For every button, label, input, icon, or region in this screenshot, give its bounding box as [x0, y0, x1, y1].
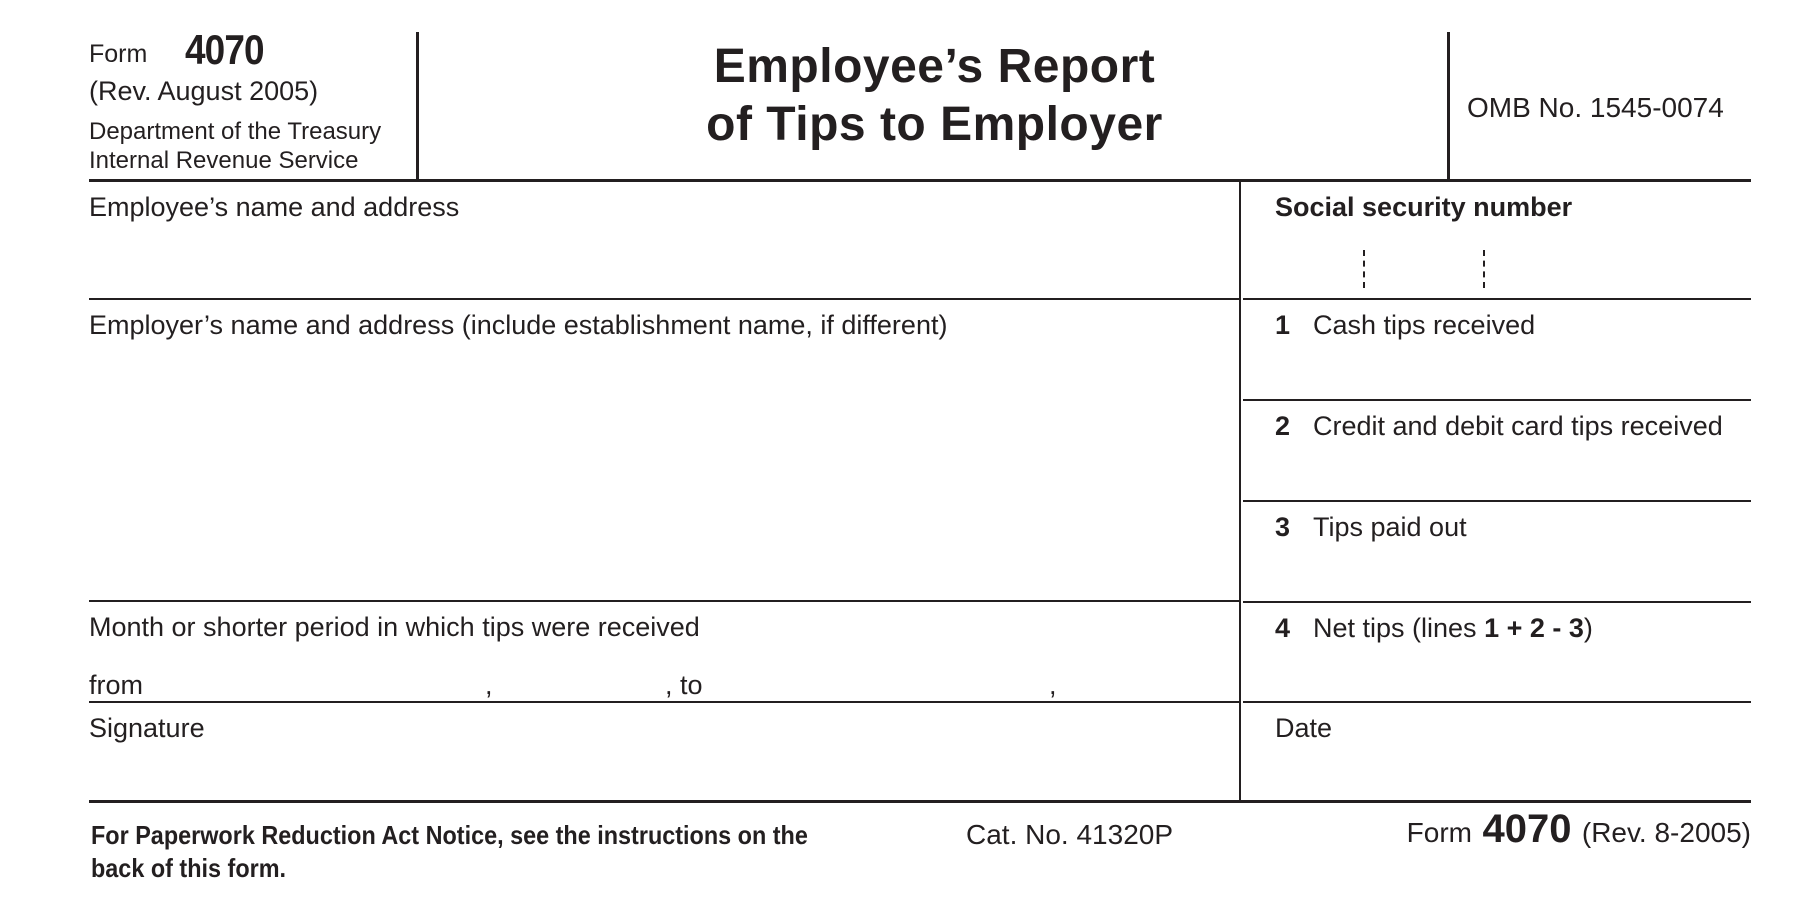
employee-name-address-label: Employee’s name and address: [89, 192, 460, 222]
ssn-label: Social security number: [1275, 192, 1573, 222]
tip-period-row: [89, 670, 1241, 704]
form-number: 4070: [185, 26, 264, 73]
ssn-separator-1: [1363, 250, 1365, 288]
ssn-separator-2: [1483, 250, 1485, 288]
right-column: [1243, 182, 1751, 800]
employer-name-address-field[interactable]: [89, 300, 1239, 602]
line1-text: Cash tips received: [1313, 310, 1536, 340]
paperwork-notice: For Paperwork Reduction Act Notice, see the instructions on the back of this form.: [91, 820, 808, 883]
line4-number: 4: [1275, 613, 1291, 643]
form-header: [89, 26, 1751, 182]
line1-number: 1: [1275, 310, 1291, 340]
form-title-line1: Employee’s Report: [713, 40, 1156, 93]
line1-cash-tips-field[interactable]: [1243, 300, 1751, 401]
left-column: [89, 182, 1241, 800]
form-title-box: [422, 32, 1450, 182]
line3-tips-paid-out-field[interactable]: [1243, 502, 1751, 603]
tip-period-label: Month or shorter period in which tips were received: [89, 612, 700, 642]
period-comma-1: ,: [485, 670, 493, 700]
period-from-label: from: [89, 670, 143, 700]
footer-form-revision: (Rev. 8-2005): [1581, 817, 1751, 848]
footer-form-id: [1407, 807, 1751, 852]
footer-form-word: Form: [1406, 817, 1472, 848]
tip-period-field[interactable]: [89, 602, 1239, 703]
period-to-label: , to: [665, 670, 703, 700]
footer-form-number: 4070: [1482, 807, 1572, 851]
line1-label: [1275, 310, 1535, 341]
line2-number: 2: [1275, 411, 1291, 441]
form-body: [89, 182, 1751, 800]
form-footer: [89, 800, 1751, 900]
agency-name: Internal Revenue Service: [89, 147, 359, 174]
line4-text-bold: 1 + 2 - 3: [1484, 613, 1584, 643]
line3-text: Tips paid out: [1313, 512, 1467, 542]
line4-net-tips-field[interactable]: [1243, 603, 1751, 703]
catalog-number: Cat. No. 41320P: [966, 819, 1174, 850]
employee-name-address-field[interactable]: [89, 182, 1239, 300]
date-label: Date: [1275, 713, 1333, 743]
omb-number: OMB No. 1545-0074: [1467, 92, 1724, 123]
line2-text: Credit and debit card tips received: [1313, 411, 1723, 441]
form-title-line2: of Tips to Employer: [706, 98, 1163, 151]
line4-label: [1275, 613, 1593, 644]
date-field[interactable]: [1243, 703, 1751, 800]
line2-label: [1275, 411, 1723, 442]
form-identification: [89, 26, 419, 182]
form-4070: [89, 26, 1751, 883]
department-name: Department of the Treasury: [89, 118, 382, 145]
employer-name-address-label: Employer’s name and address (include establishment name, if different): [89, 310, 948, 340]
form-revision: (Rev. August 2005): [89, 76, 319, 106]
omb-box: [1453, 32, 1751, 182]
period-comma-2: ,: [1049, 670, 1057, 700]
ssn-field[interactable]: [1243, 182, 1751, 300]
signature-field[interactable]: [89, 703, 1239, 800]
line4-text-pre: Net tips (lines: [1313, 613, 1485, 643]
line4-text-post: ): [1583, 613, 1593, 643]
line2-card-tips-field[interactable]: [1243, 401, 1751, 502]
signature-label: Signature: [89, 713, 205, 743]
form-word: Form: [89, 40, 148, 68]
line3-number: 3: [1275, 512, 1291, 542]
line3-label: [1275, 512, 1467, 543]
form-title: [422, 38, 1447, 154]
